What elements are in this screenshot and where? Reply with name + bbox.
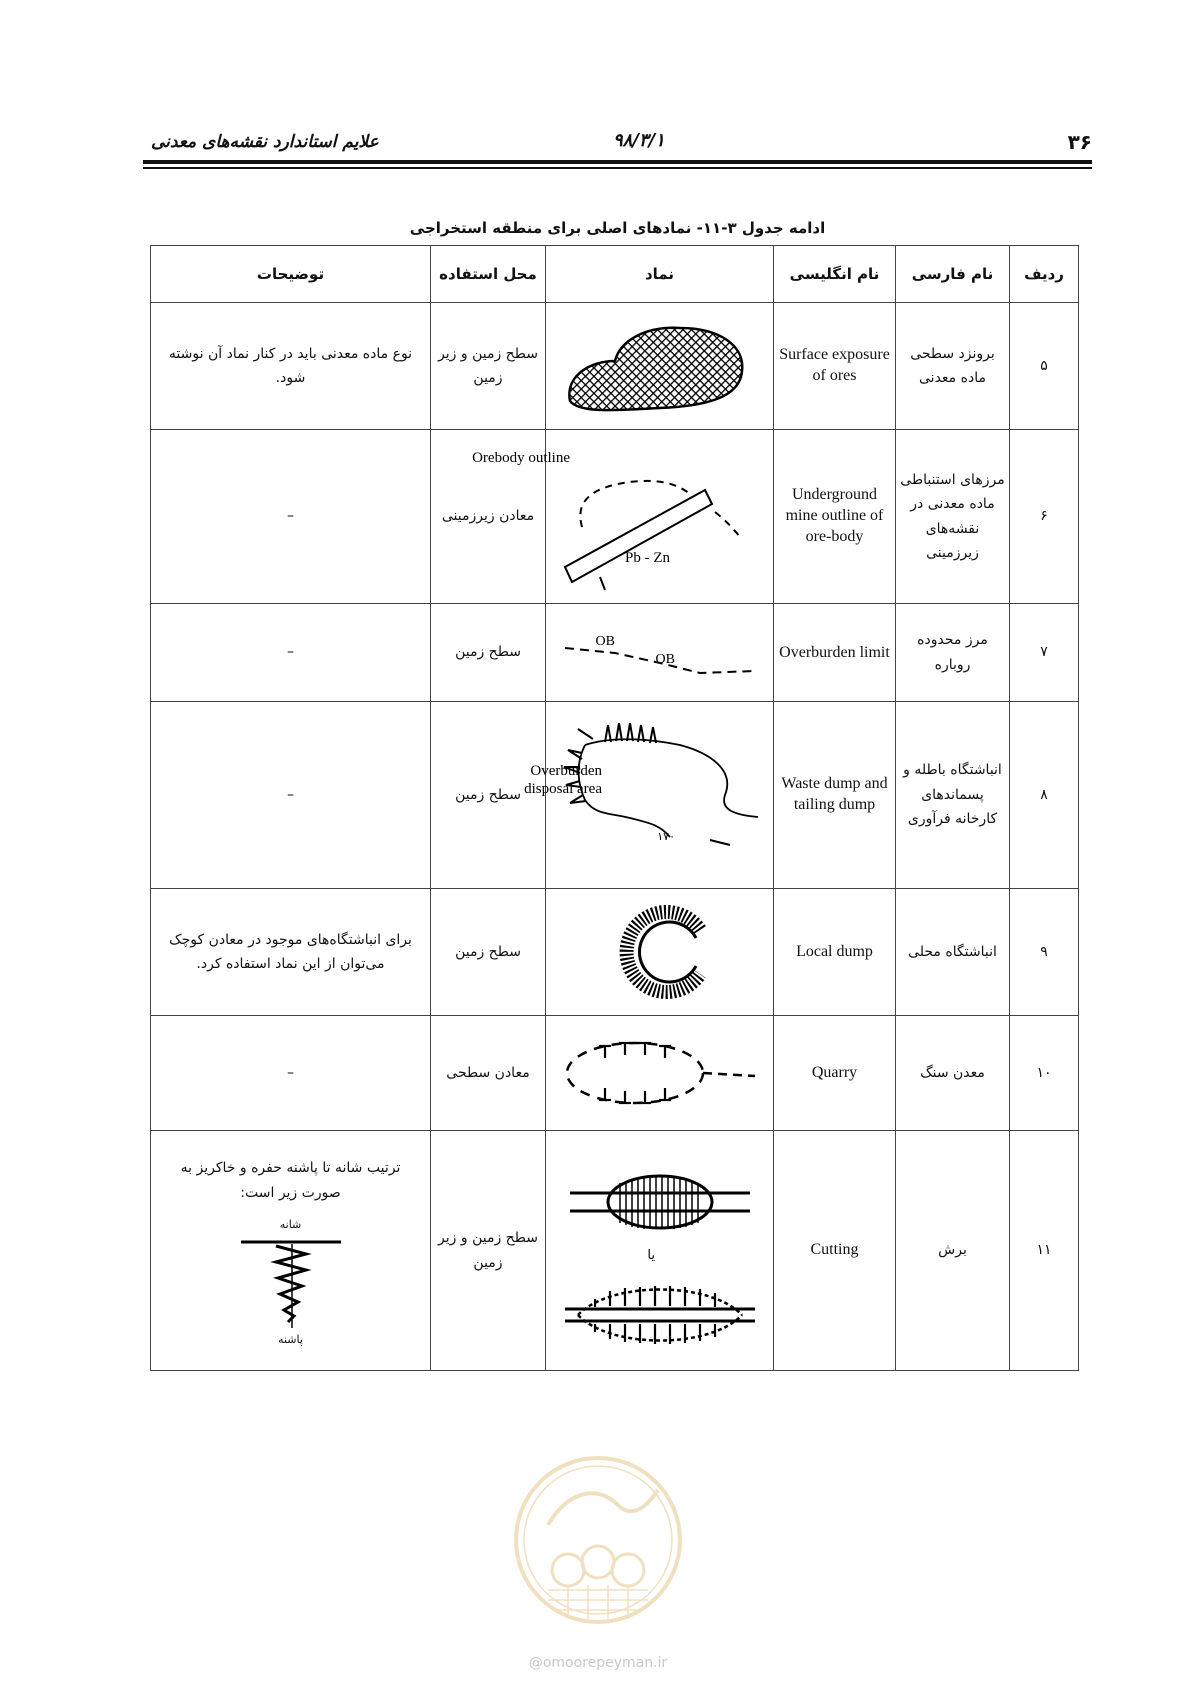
- or-label: یا: [646, 1247, 655, 1263]
- usage: معادن زیرزمینی: [431, 430, 546, 604]
- col-header-symbol: نماد: [546, 246, 774, 303]
- description: [151, 889, 431, 1016]
- usage: معادن سطحی: [431, 1016, 546, 1131]
- persian-name: مرز محدوده روباره: [896, 604, 1010, 702]
- col-header-row: ردیف: [1010, 246, 1079, 303]
- usage: سطح زمین: [431, 604, 546, 702]
- description: –: [151, 604, 431, 702]
- description: –: [151, 702, 431, 889]
- pb-zn-label: Pb - Zn: [624, 549, 670, 566]
- table-row: [151, 702, 1079, 889]
- dump-number-label: ۱۷۰: [656, 830, 675, 843]
- symbols-table: [150, 245, 1079, 1371]
- header-rule-thick: [143, 160, 1092, 164]
- orebody-outline-label: Orebody outline: [471, 449, 570, 466]
- symbol-cell: [546, 889, 774, 1016]
- table-caption: ادامه جدول ۳-۱۱- نمادهای اصلی برای منطقه استخراجی: [409, 219, 826, 237]
- persian-name: انباشتگاه باطله و پسماندهای کارخانه فرآوری: [896, 702, 1010, 889]
- overburden-label: Overburden: [529, 763, 602, 779]
- symbol-cell: [546, 1016, 774, 1131]
- usage: سطح زمین: [431, 889, 546, 1016]
- usage: سطح زمین و زیر زمین: [431, 1131, 546, 1371]
- english-name: Local dump: [774, 889, 896, 1016]
- ob-label-1: OB: [595, 633, 615, 649]
- description: –: [151, 430, 431, 604]
- table-row: [151, 889, 1079, 1016]
- symbol-cell: [523, 702, 774, 889]
- persian-name: انباشتگاه محلی: [896, 889, 1010, 1016]
- english-name: Quarry: [774, 1016, 896, 1131]
- english-name: Cutting: [774, 1131, 896, 1371]
- local-dump-symbol: [560, 902, 760, 1002]
- header-date: ۹۸/۳/۱: [613, 130, 665, 151]
- description-text: ترتیب شانه تا پاشنه حفره و خاکریز به صورت زیر است:: [180, 1160, 401, 1201]
- col-header-description: توضیحات: [151, 246, 431, 303]
- persian-name: مرزهای استنباطی ماده معدنی در نقشه‌های زیرزمینی: [896, 430, 1010, 604]
- col-header-english-name: نام انگلیسی: [774, 246, 896, 303]
- row-number: ۸: [1010, 702, 1079, 889]
- table-row: [151, 604, 1079, 702]
- persian-name: معدن سنگ: [896, 1016, 1010, 1131]
- english-name: Overburden limit: [774, 604, 896, 702]
- english-name: Surface exposure of ores: [774, 303, 896, 430]
- col-header-usage: محل استفاده: [431, 246, 546, 303]
- shoulder-label: شانه: [279, 1218, 302, 1231]
- persian-name: برونزد سطحی ماده معدنی: [896, 303, 1010, 430]
- description: [151, 303, 431, 430]
- row-number: ۱۱: [1010, 1131, 1079, 1371]
- row-number: ۹: [1010, 889, 1079, 1016]
- surface-exposure-symbol: [560, 316, 760, 416]
- usage: سطح زمین و زیر زمین: [431, 303, 546, 430]
- shoulder-heel-diagram: [236, 1232, 346, 1332]
- quarry-symbol: [560, 1028, 760, 1118]
- watermark-logo: [508, 1450, 688, 1650]
- description-text: نوع ماده معدنی باید در کنار نماد آن نوشته شود.: [168, 345, 413, 386]
- english-name: Underground mine outline of ore-body: [774, 430, 896, 604]
- header-rule-thin: [143, 167, 1092, 169]
- col-header-persian-name: نام فارسی: [896, 246, 1010, 303]
- ob-label-2: OB: [655, 651, 675, 667]
- table-row: [151, 430, 1079, 604]
- table-row: [151, 1016, 1079, 1131]
- row-number: ۶: [1010, 430, 1079, 604]
- header-title: علایم استاندارد نقشه‌های معدنی: [151, 132, 379, 152]
- disposal-area-label: disposal area: [523, 781, 602, 797]
- row-number: ۵: [1010, 303, 1079, 430]
- overburden-limit-symbol: [560, 623, 760, 683]
- symbol-cell: [546, 1131, 774, 1371]
- english-name: Waste dump and tailing dump: [774, 702, 896, 889]
- table-row: [151, 303, 1079, 430]
- persian-name: برش: [896, 1131, 1010, 1371]
- page-number: ۳۶: [1067, 130, 1092, 154]
- usage: سطح زمین: [431, 702, 546, 889]
- symbol-cell: [546, 604, 774, 702]
- row-number: ۱۰: [1010, 1016, 1079, 1131]
- symbol-cell: [546, 303, 774, 430]
- heel-label: پاشنه: [278, 1333, 303, 1346]
- cutting-symbol: [560, 1141, 760, 1361]
- waste-dump-symbol: [523, 715, 760, 875]
- watermark-text: @omoorepeyman.ir: [528, 1655, 668, 1671]
- description: –: [151, 1016, 431, 1131]
- description: [151, 1131, 431, 1371]
- table-header-row: [151, 246, 1079, 303]
- row-number: ۷: [1010, 604, 1079, 702]
- description-text: برای انباشتگاه‌های موجود در معادن کوچک می‌توان از این نماد استفاده کرد.: [169, 931, 412, 972]
- table-row: [151, 1131, 1079, 1371]
